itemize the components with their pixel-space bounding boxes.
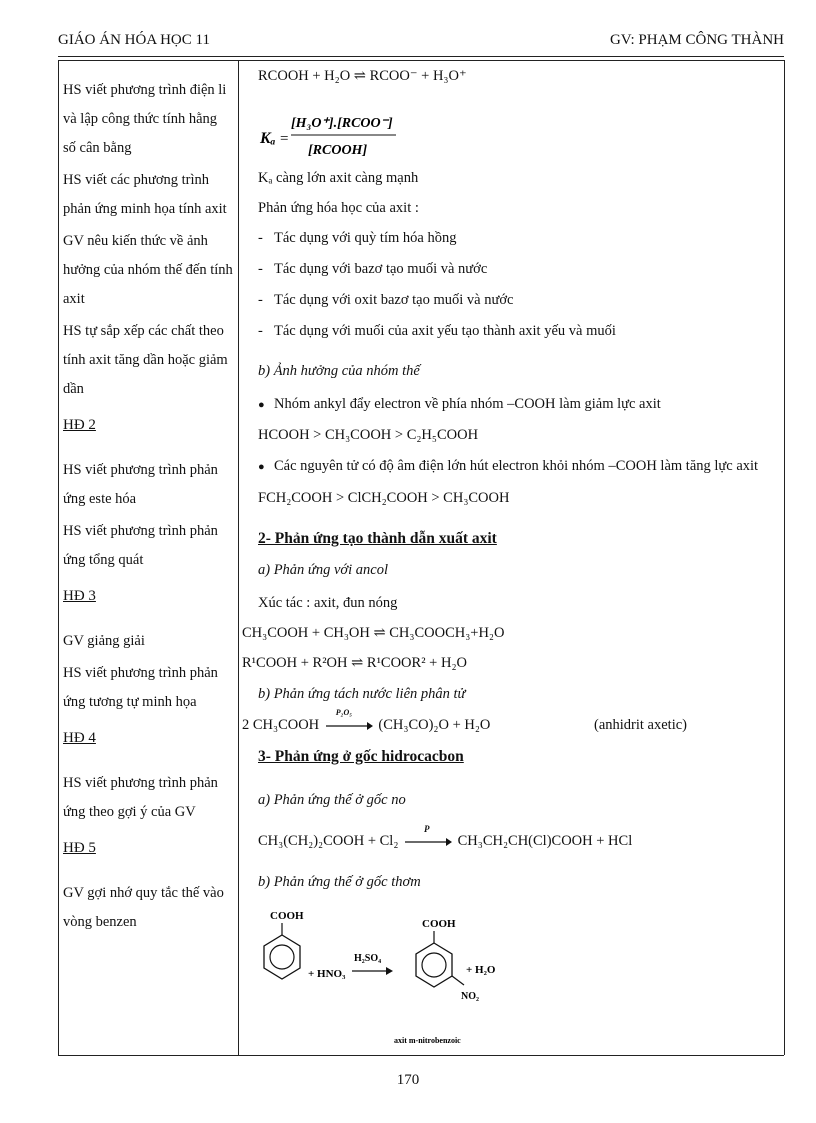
anhydride-equation: 2 CH₃COOH P₂O₅ (CH₃CO)₂O + H₂O [242,708,491,733]
bullet-electronegative: ● Các nguyên tử có độ âm điện lớn hút electron khỏi nhóm –COOH làm tăng lực axit [258,458,759,474]
benzene-ring-reactant [264,935,300,979]
catalyst-note: Xúc tác : axit, đun nóng [258,595,398,611]
activity-heading-hd4: HĐ 4 [63,730,96,746]
subsection-b-substituent: b) Ảnh hưởng của nhóm thế [258,363,420,379]
header-rule [58,56,784,57]
no2-group: NO₂ [461,991,479,1002]
header-title: GIÁO ÁN HÓA HỌC 11 [58,32,210,48]
subsection-a-saturated: a) Phản ứng thế ở gốc no [258,792,406,808]
anhydride-name: (anhidrit axetic) [594,717,687,733]
subsection-a-alcohol: a) Phản ứng với ancol [258,562,389,578]
sulfuric-acid-catalyst: H₂SO₄ [354,953,382,964]
reaction-item: - Tác dụng với quỳ tím hóa hồng [258,230,457,246]
activity-text: HS viết phương trình điện li và lập công thức tính hằng số cân bằng [63,82,227,156]
activity-heading-hd5: HĐ 5 [63,840,96,856]
activity-text: HS viết phương trình phản ứng theo gợi ý của GV [63,775,218,820]
hno3-reagent: + HNO₃ [308,968,346,980]
activity-text: HS viết phương trình phản ứng este hóa [63,462,218,507]
header-author: GV: PHẠM CÔNG THÀNH [609,32,784,48]
general-ester-equation: R¹COOH + R²OH ⇌ R¹COOR² + H₂O [242,655,467,671]
section-2-title: 2- Phản ứng tạo thành dẫn xuất axit [258,530,497,547]
activity-text: GV giảng giải [63,633,145,649]
ka-denominator: [RCOOH] [308,143,368,158]
reaction-item: - Tác dụng với muối của axit yếu tạo thành axit yếu và muối [258,323,616,339]
table-bottom-border [58,1055,784,1056]
page-header [58,30,784,54]
activities-column [63,76,233,940]
table-left-border [58,60,59,1055]
ka-numerator: [H₃O⁺].[RCOO⁻] [291,116,393,131]
subsection-b-dehydration: b) Phản ứng tách nước liên phân tử [258,686,466,702]
product-name: axit m-nitrobenzoic [394,1036,461,1045]
benzene-ring-product [416,943,452,987]
ka-formula [258,112,398,162]
acidity-order-2: FCH₂COOH > ClCH₂COOH > CH₃COOH [258,490,510,506]
acidity-order-1: HCOOH > CH₃COOH > C₂H₅COOH [258,427,479,443]
bullet-alkyl: ● Nhóm ankyl đẩy electron về phía nhóm –COOH làm giảm lực axit [258,396,661,412]
ka-symbol: Kₐ [260,130,276,147]
chlorination-equation: CH₃(CH₂)₂COOH + Cl₂ P CH₃CH₂CH(Cl)COOH + HCl [258,824,633,849]
reaction-item: - Tác dụng với bazơ tạo muối và nước [258,261,488,277]
subsection-b-aromatic: b) Phản ứng thế ở gốc thơm [258,874,421,890]
reaction-item: - Tác dụng với oxit bazơ tạo muối và nước [258,292,514,308]
activity-text: GV nêu kiến thức về ảnh hưởng của nhóm thế đến tính axit [63,233,233,307]
table-right-border [784,60,785,1055]
activity-text: HS viết phương trình phản ứng tổng quát [63,523,218,568]
cooh-label-reactant: COOH [270,910,304,922]
ionization-equation: RCOOH + H₂O ⇌ RCOO⁻ + H₃O⁺ [258,68,467,84]
section-3-title: 3- Phản ứng ở gốc hidrocacbon [258,748,464,765]
activity-text: HS tự sắp xếp các chất theo tính axit tăng dần hoặc giảm dần [63,323,228,397]
water-product: + H₂O [466,964,496,976]
ka-note: Kₐ càng lớn axit càng mạnh [258,170,419,186]
page-number: 170 [396,1072,420,1088]
reaction-arrow [386,967,393,975]
cooh-label-product: COOH [422,918,456,930]
esterification-equation: CH₃COOH + CH₃OH ⇌ CH₃COOCH₃+H₂O [242,625,505,641]
activity-text: HS viết các phương trình phản ứng minh họa tính axit [63,172,227,217]
reactions-title: Phản ứng hóa học của axit : [258,200,419,216]
activity-heading-hd2: HĐ 2 [63,417,96,433]
column-divider [238,60,239,1055]
activity-text: GV gợi nhớ quy tắc thế vào vòng benzen [63,885,224,930]
activity-heading-hd3: HĐ 3 [63,588,96,604]
table-top-border [58,60,784,61]
svg-text:=: = [280,131,289,147]
nitration-scheme [256,905,516,1050]
activity-text: HS viết phương trình phản ứng tương tự minh họa [63,665,218,710]
